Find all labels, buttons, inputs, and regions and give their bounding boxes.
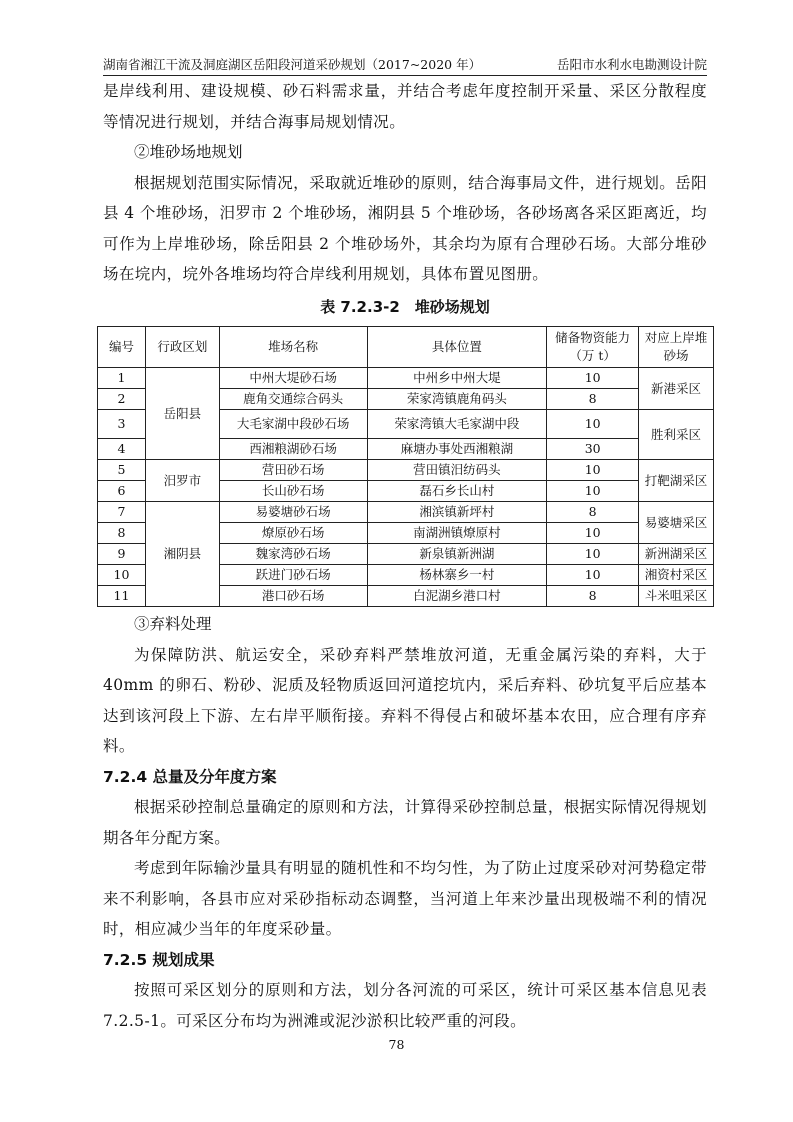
cell-number: 1 [98,368,146,389]
cell-number: 6 [98,481,146,502]
cell-area: 斗米咀采区 [639,586,714,607]
cell-location: 荣家湾镇鹿角码头 [367,389,547,410]
cell-district: 湘阴县 [145,502,219,607]
paragraph-7-2-4-2: 考虑到年际输沙量具有明显的随机性和不均匀性，为了防止过度采砂对河势稳定带来不利影响，各县市应对采砂指标动态调整，当河道上年来沙量出现极端不利的情况时，相应减少当年的年度采砂量。 [103,859,707,938]
col-header-district: 行政区划 [145,327,219,368]
cell-yard-name: 大毛家湖中段砂石场 [219,410,367,439]
paragraph-stockpile: 根据规划范围实际情况，采取就近堆砂的原则，结合海事局文件，进行规划。岳阳县 4 个堆砂场，汨罗市 2 个堆砂场，湘阴县 5 个堆砂场，各砂场离各采区距离近，均可作为上岸堆砂场，除岳阳县 2 个堆砂场外，其余均为原有合理砂石场。大部分堆砂场在垸内，垸外各堆场均符合岸线利用规划，具体布置见图册。 [103,173,707,283]
cell-capacity: 10 [547,460,639,481]
cell-capacity: 8 [547,389,639,410]
cell-location: 磊石乡长山村 [367,481,547,502]
cell-number: 11 [98,586,146,607]
section-title-waste: ③弃料处理 [134,615,212,633]
heading-7-2-4: 7.2.4 总量及分年度方案 [103,767,277,786]
col-header-yard-name: 堆场名称 [219,327,367,368]
cell-area: 湘资村采区 [639,565,714,586]
cell-yard-name: 长山砂石场 [219,481,367,502]
page-content [103,76,707,1036]
cell-location: 荣家湾镇大毛家湖中段 [367,410,547,439]
cell-number: 3 [98,410,146,439]
header-right-org: 岳阳市水利水电勘测设计院 [556,57,707,72]
cell-capacity: 10 [547,565,639,586]
page-number: 78 [388,1037,405,1052]
table-row [98,460,714,481]
cell-capacity: 30 [547,439,639,460]
col-header-capacity: 储备物资能力（万 t） [547,327,639,368]
cell-location: 南湖洲镇燎原村 [367,523,547,544]
heading-7-2-5: 7.2.5 规划成果 [103,950,215,969]
cell-location: 营田镇汨纺码头 [367,460,547,481]
cell-yard-name: 易婆塘砂石场 [219,502,367,523]
table-row [98,502,714,523]
col-header-number: 编号 [98,327,146,368]
table-header-row [98,327,714,368]
cell-yard-name: 跃进门砂石场 [219,565,367,586]
cell-number: 5 [98,460,146,481]
cell-yard-name: 魏家湾砂石场 [219,544,367,565]
paragraph-continued: 是岸线利用、建设规模、砂石料需求量，并结合考虑年度控制开采量、采区分散程度等情况进行规划，并结合海事局规划情况。 [103,82,707,131]
cell-area: 新洲湖采区 [639,544,714,565]
table-caption: 表 7.2.3-2 堆砂场规划 [320,297,490,316]
cell-yard-name: 鹿角交通综合码头 [219,389,367,410]
cell-capacity: 10 [547,368,639,389]
cell-number: 10 [98,565,146,586]
cell-capacity: 10 [547,481,639,502]
cell-district: 汨罗市 [145,460,219,502]
cell-yard-name: 西湘粮湖砂石场 [219,439,367,460]
stockpile-table [97,326,714,607]
cell-location: 湘滨镇新坪村 [367,502,547,523]
cell-area: 胜利采区 [639,410,714,460]
cell-yard-name: 燎原砂石场 [219,523,367,544]
cell-capacity: 8 [547,502,639,523]
cell-district: 岳阳县 [145,368,219,460]
cell-number: 7 [98,502,146,523]
cell-number: 8 [98,523,146,544]
cell-location: 杨林寨乡一村 [367,565,547,586]
cell-number: 4 [98,439,146,460]
cell-location: 新泉镇新洲湖 [367,544,547,565]
cell-location: 白泥湖乡港口村 [367,586,547,607]
col-header-location: 具体位置 [367,327,547,368]
cell-yard-name: 港口砂石场 [219,586,367,607]
cell-location: 中州乡中州大堤 [367,368,547,389]
cell-capacity: 10 [547,523,639,544]
cell-location: 麻塘办事处西湘粮湖 [367,439,547,460]
cell-yard-name: 营田砂石场 [219,460,367,481]
header-left-title: 湖南省湘江干流及洞庭湖区岳阳段河道采砂规划（2017~2020 年） [103,57,482,72]
cell-area: 新港采区 [639,368,714,410]
paragraph-waste: 为保障防洪、航运安全，采砂弃料严禁堆放河道，无重金属污染的弃料，大于 40mm 的卵石、粉砂、泥质及轻物质返回河道挖坑内，采后弃料、砂坑复平后应基本达到该河段上下游、左右岸平顺衔接。弃料不得侵占和破坏基本农田，应合理有序弃料。 [103,645,707,755]
page-header [103,53,707,76]
cell-number: 2 [98,389,146,410]
col-header-area: 对应上岸堆砂场 [639,327,714,368]
cell-area: 易婆塘采区 [639,502,714,544]
table-row [98,368,714,389]
paragraph-7-2-4-1: 根据采砂控制总量确定的原则和方法，计算得采砂控制总量，根据实际情况得规划期各年分配方案。 [103,798,707,847]
cell-yard-name: 中州大堤砂石场 [219,368,367,389]
cell-number: 9 [98,544,146,565]
paragraph-7-2-5-1: 按照可采区划分的原则和方法，划分各河流的可采区，统计可采区基本信息见表 7.2.5-1。可采区分布均为洲滩或泥沙淤积比较严重的河段。 [103,981,707,1030]
section-title-stockpile: ②堆砂场地规划 [134,143,243,161]
cell-capacity: 10 [547,544,639,565]
cell-capacity: 8 [547,586,639,607]
cell-area: 打靶湖采区 [639,460,714,502]
cell-capacity: 10 [547,410,639,439]
